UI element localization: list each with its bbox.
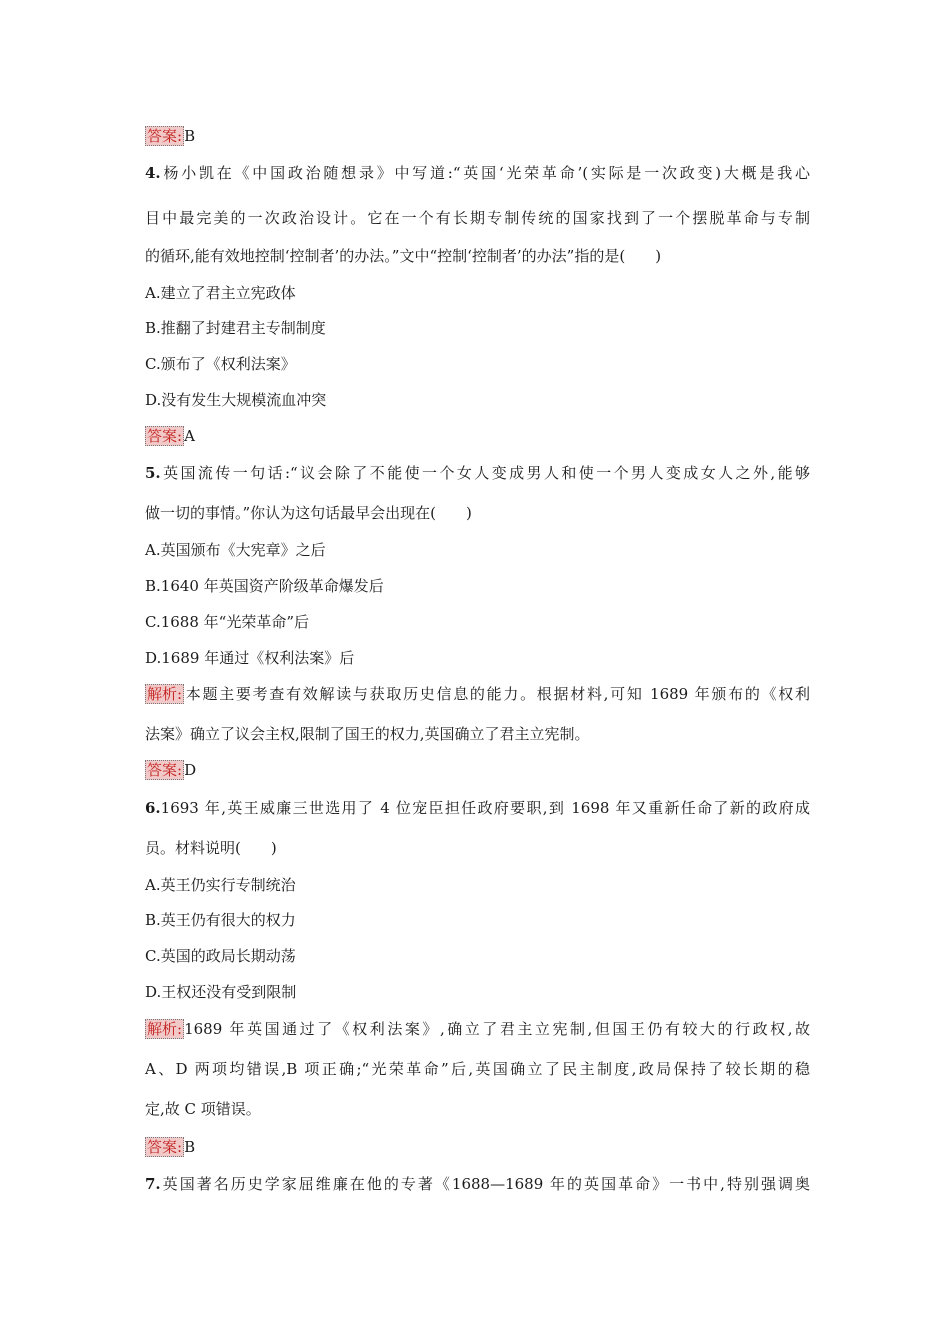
q6-number: 6. bbox=[145, 799, 161, 817]
q4-option-d: D.没有发生大规模流血冲突 bbox=[145, 391, 327, 409]
q7-stem-line-1: 7.英国著名历史学家屈维廉在他的专著《1688—1689 年的英国革命》一书中,特别强调奥 bbox=[145, 1175, 810, 1193]
q4-stem-line-2: 目中最完美的一次政治设计。它在一个有长期专制传统的国家找到了一个摆脱革命与专制 bbox=[145, 209, 810, 227]
q4-option-a: A.建立了君主立宪政体 bbox=[145, 284, 296, 302]
q6-option-d: D.王权还没有受到限制 bbox=[145, 983, 297, 1001]
q4-stem-line-3: 的循环,能有效地控制‘控制者’的办法。”文中“控制‘控制者’的办法”指的是( ) bbox=[145, 247, 662, 265]
q6-option-c: C.英国的政局长期动荡 bbox=[145, 947, 296, 965]
q4-number: 4. bbox=[145, 164, 161, 182]
q6-answer-line bbox=[145, 1137, 810, 1157]
q5-stem-line-2: 做一切的事情。”你认为这句话最早会出现在( ) bbox=[145, 504, 472, 522]
q5-analysis-line-1: 解析: 本题主要考查有效解读与获取历史信息的能力。根据材料,可知 1689 年颁布的《权利 bbox=[147, 685, 810, 703]
answer-tag: 答案: bbox=[147, 761, 183, 779]
q6-analysis-line-1: 解析: 1689 年英国通过了《权利法案》,确立了君主立宪制,但国王仍有较大的行政权,故 bbox=[147, 1020, 810, 1038]
q6-stem-line-1: 6.1693 年,英王威廉三世选用了 4 位宠臣担任政府要职,到 1698 年又重新任命了新的政府成 bbox=[145, 799, 810, 817]
q4-option-b: B.推翻了封建君主专制制度 bbox=[145, 319, 326, 337]
q5-answer: D bbox=[184, 761, 197, 779]
q6-answer: B bbox=[184, 1138, 196, 1156]
answer-tag: 答案: bbox=[147, 1138, 183, 1156]
q5-option-a: A.英国颁布《大宪章》之后 bbox=[145, 541, 326, 559]
q6-analysis-line-2: A、D 两项均错误,B 项正确;“光荣革命”后,英国确立了民主制度,政局保持了较长期的稳 bbox=[145, 1060, 810, 1078]
q4-answer: A bbox=[184, 427, 195, 445]
q6-option-b: B.英王仍有很大的权力 bbox=[145, 911, 296, 929]
analysis-tag: 解析: bbox=[147, 685, 183, 703]
q4-answer-line bbox=[145, 426, 810, 446]
q5-number: 5. bbox=[145, 464, 161, 482]
answer-tag: 答案: bbox=[147, 427, 183, 445]
q6-analysis-line-3: 定,故 C 项错误。 bbox=[145, 1100, 261, 1118]
q6-option-a: A.英王仍实行专制统治 bbox=[145, 876, 296, 894]
analysis-tag: 解析: bbox=[147, 1020, 183, 1038]
q5-answer-line bbox=[145, 760, 810, 780]
q5-option-c: C.1688 年“光荣革命”后 bbox=[145, 613, 309, 631]
q5-analysis-line-2: 法案》确立了议会主权,限制了国王的权力,英国确立了君主立宪制。 bbox=[145, 725, 590, 743]
q4-stem-line-1: 4.杨小凯在《中国政治随想录》中写道:“英国‘光荣革命’(实际是一次政变)大概是我心 bbox=[145, 164, 810, 182]
q5-option-b: B.1640 年英国资产阶级革命爆发后 bbox=[145, 577, 384, 595]
answer-tag: 答案: bbox=[147, 127, 183, 145]
q7-number: 7. bbox=[145, 1175, 161, 1193]
q3-answer: B bbox=[184, 127, 196, 145]
q4-option-c: C.颁布了《权利法案》 bbox=[145, 355, 296, 373]
q5-stem-line-1: 5.英国流传一句话:“议会除了不能使一个女人变成男人和使一个男人变成女人之外,能够 bbox=[145, 464, 810, 482]
q3-answer-line bbox=[145, 126, 810, 146]
q6-stem-line-2: 员。材料说明( ) bbox=[145, 839, 277, 857]
q5-option-d: D.1689 年通过《权利法案》后 bbox=[145, 649, 355, 667]
